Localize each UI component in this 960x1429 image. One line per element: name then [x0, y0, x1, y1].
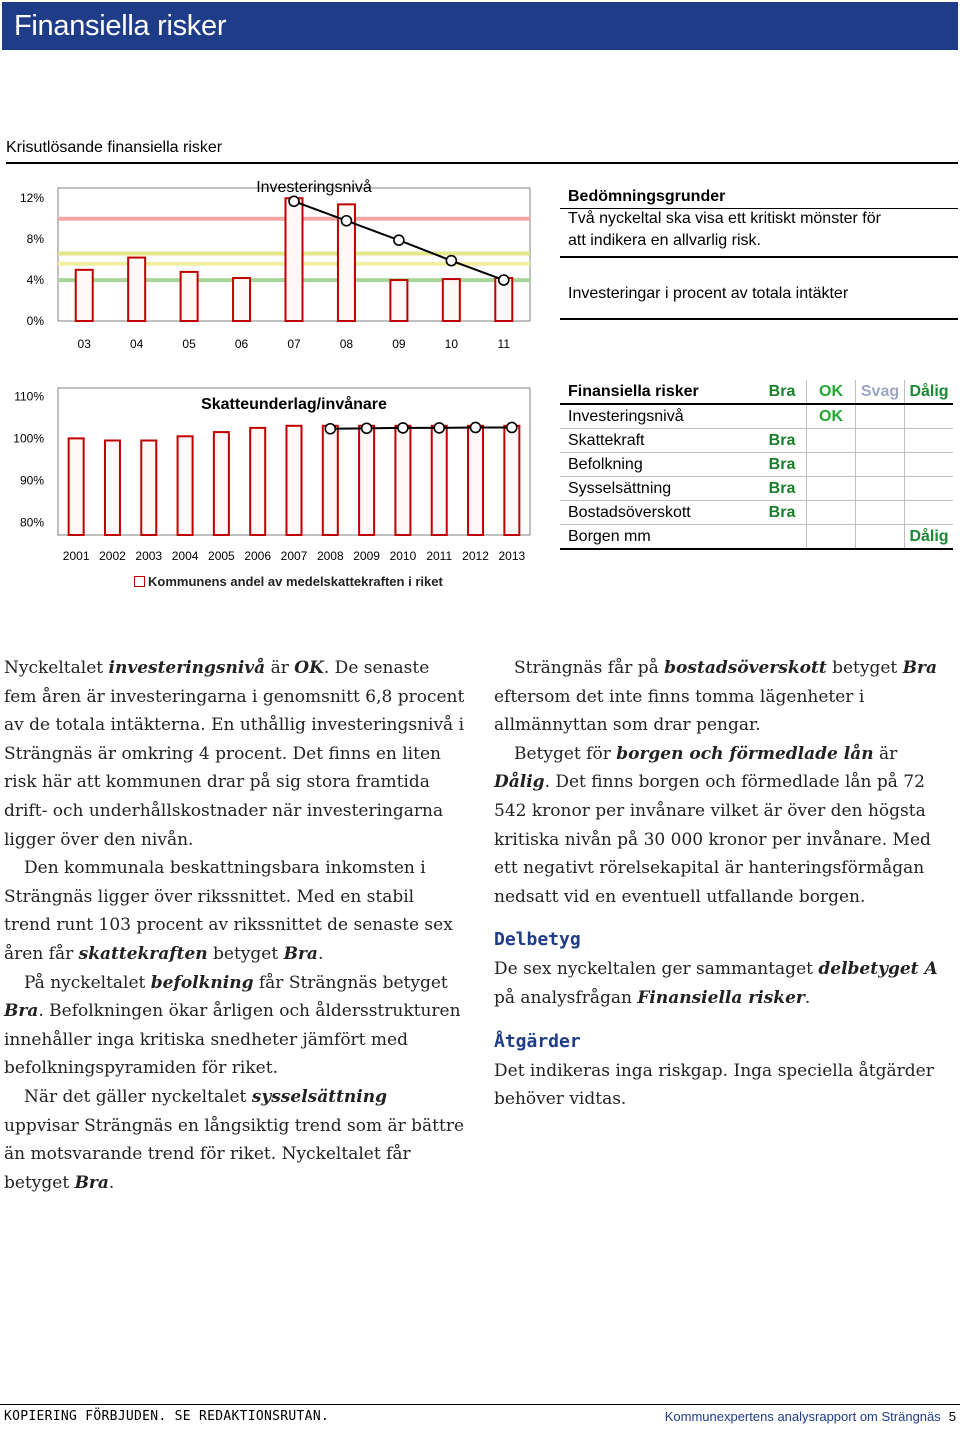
risk-cell-svag: [856, 501, 905, 525]
criteria-metric: Investeringar i procent av totala intäkter: [568, 285, 849, 302]
bar: [468, 426, 483, 535]
risk-cell-bra: Bra: [758, 453, 807, 477]
trend-point: [362, 423, 372, 433]
emphasis: Bra: [4, 1001, 39, 1022]
x-tick-label: 2003: [135, 549, 163, 563]
emphasis: OK: [294, 658, 324, 678]
text-span: får Strängnäs betyget: [253, 972, 448, 993]
paragraph: [4, 654, 466, 854]
text-span: är: [873, 743, 898, 764]
bar: [323, 426, 338, 535]
risk-cell-dalig: [905, 477, 954, 501]
criteria-line-2: att indikera en allvarlig risk.: [568, 232, 761, 249]
criteria-line-1: Två nyckeltal ska visa ett kritiskt mönster för: [568, 210, 881, 227]
text-span: . De senaste fem åren är investeringarna i genomsnitt 6,8 procent av de totala intäkterna. En uthållig investeringsnivå i Strängnäs är omkring 4 procent. Det finns en liten risk här att kommunen drar på sig stora framtida drift- och underhållskostnader när investeringarna ligger över den nivån.: [4, 658, 465, 850]
risk-cell-bra: [758, 525, 807, 550]
risk-cell-ok: [807, 501, 856, 525]
risk-cell-dalig: [905, 453, 954, 477]
emphasis: delbetyget A: [818, 959, 938, 980]
bar: [214, 432, 229, 535]
trend-point: [507, 422, 517, 432]
bar: [105, 441, 120, 536]
y-tick-label: 80%: [19, 515, 44, 530]
bar: [395, 426, 410, 535]
x-tick-label: 2005: [208, 549, 235, 563]
x-tick-label: 2008: [316, 549, 344, 563]
risk-table-header: [560, 380, 953, 404]
text-span: Strängnäs får på: [514, 658, 665, 678]
section-rule: [6, 162, 958, 164]
bar: [178, 436, 193, 535]
risk-cell-svag: [856, 477, 905, 501]
heading-delbetyg: Delbetyg: [494, 929, 581, 951]
emphasis: borgen och förmedlade lån: [616, 743, 874, 764]
section-title: Krisutlösande finansiella risker: [6, 139, 223, 156]
footer-report-title: Kommunexpertens analysrapport om Strängnäs: [664, 1409, 941, 1424]
risk-row: [560, 477, 953, 501]
risk-cell-bra: [758, 404, 807, 429]
risk-cell-bra: Bra: [758, 429, 807, 453]
y-tick-label: 12%: [19, 191, 44, 206]
investeringsniva-chart: [0, 170, 560, 360]
legend-swatch: [134, 576, 145, 587]
paragraph: [494, 740, 956, 912]
text-span: betyget: [207, 943, 284, 964]
emphasis: sysselsättning: [251, 1086, 388, 1107]
x-tick-label: 2009: [353, 549, 380, 563]
risk-row-label: Sysselsättning: [560, 477, 758, 501]
text-span: Nyckeltalet: [4, 658, 109, 678]
text-span: är: [265, 658, 295, 678]
risk-row: [560, 501, 953, 525]
risk-cell-svag: [856, 525, 905, 550]
x-tick-label: 03: [77, 337, 91, 351]
bar: [286, 198, 303, 321]
text-span: uppvisar Strängnäs en långsiktig trend som är bättre än motsvarande trend för riket. Nyckeltalet får betyget: [4, 1115, 465, 1193]
bar: [141, 441, 156, 536]
text-span: .: [804, 987, 811, 1008]
trend-point: [434, 423, 444, 433]
risk-cell-bra: Bra: [758, 501, 807, 525]
risk-cell-dalig: Dålig: [905, 525, 954, 550]
risk-table: [560, 380, 958, 548]
text-span: Det indikeras inga riskgap. Inga speciella åtgärder behöver vidtas.: [494, 1060, 934, 1110]
chart-title: Skatteunderlag/invånare: [201, 396, 387, 413]
x-tick-label: 2010: [389, 549, 417, 563]
page-title: Finansiella risker: [14, 10, 227, 42]
risk-cell-dalig: [905, 404, 954, 429]
text-span: .: [317, 943, 324, 964]
text-span: När det gäller nyckeltalet: [24, 1086, 252, 1107]
skatteunderlag-chart: [0, 380, 560, 570]
risk-header-bra: Bra: [758, 380, 807, 404]
risk-cell-ok: [807, 429, 856, 453]
paragraph: [494, 654, 956, 740]
risk-row-label: Borgen mm: [560, 525, 758, 550]
page-header: [2, 2, 958, 50]
x-tick-label: 04: [129, 337, 144, 351]
text-span: på analysfrågan: [494, 987, 638, 1008]
legend-label: Kommunens andel av medelskattekraften i riket: [148, 574, 443, 589]
chart-legend: [134, 574, 443, 589]
x-tick-label: 2004: [171, 549, 199, 563]
y-tick-label: 110%: [14, 389, 44, 404]
skatteunderlag-svg: [0, 380, 560, 570]
y-tick-label: 8%: [26, 232, 44, 247]
x-tick-label: 07: [287, 337, 301, 351]
trend-point: [499, 275, 509, 285]
x-tick-label: 2013: [498, 549, 526, 563]
risk-row-label: Befolkning: [560, 453, 758, 477]
bar: [128, 258, 145, 321]
emphasis: Finansiella risker: [637, 987, 805, 1008]
x-tick-label: 2012: [462, 549, 489, 563]
x-tick-label: 2011: [426, 549, 453, 563]
risk-header-dalig: Dålig: [905, 380, 954, 404]
text-span: Den kommunala beskattningsbara inkomsten i Strängnäs ligger över rikssnittet. Med en stabil trend runt 103 procent av rikssnittet de senaste sex åren får: [4, 858, 453, 964]
y-tick-label: 0%: [26, 314, 44, 328]
text-span: De sex nyckeltalen ger sammantaget: [494, 959, 819, 980]
trend-point: [471, 422, 481, 432]
criteria-metric-rule: [560, 318, 958, 320]
text-span: På nyckeltalet: [24, 972, 151, 993]
trend-point: [398, 423, 408, 433]
risk-header-ok: OK: [807, 380, 856, 404]
trend-point: [325, 424, 335, 434]
risk-cell-dalig: [905, 501, 954, 525]
footer-rule: [0, 1404, 960, 1405]
risk-cell-ok: [807, 477, 856, 501]
bar: [504, 426, 519, 535]
criteria-rule-top: [560, 208, 958, 209]
emphasis: Bra: [283, 943, 318, 964]
y-tick-label: 90%: [19, 473, 44, 488]
investeringsniva-svg: [0, 170, 560, 360]
x-tick-label: 2001: [62, 549, 90, 563]
emphasis: Dålig: [494, 772, 545, 793]
x-tick-label: 09: [392, 337, 406, 351]
criteria-heading: Bedömningsgrunder: [568, 188, 726, 205]
emphasis: bostadsöverskott: [664, 658, 827, 678]
x-tick-label: 2006: [244, 549, 272, 563]
risk-row: [560, 429, 953, 453]
paragraph: [494, 1057, 956, 1114]
paragraph: [494, 955, 956, 1012]
x-tick-label: 05: [182, 337, 196, 351]
bar: [390, 280, 407, 321]
x-tick-label: 10: [444, 337, 459, 351]
risk-cell-ok: [807, 525, 856, 550]
text-span: Betyget för: [514, 743, 617, 764]
risk-cell-dalig: [905, 429, 954, 453]
emphasis: Bra: [902, 658, 937, 678]
bar: [181, 272, 198, 321]
body-column-left: [4, 654, 466, 1197]
heading-atgarder: Åtgärder: [494, 1030, 581, 1052]
x-tick-label: 08: [339, 337, 354, 351]
x-tick-label: 2007: [280, 549, 308, 563]
footer-copyright: KOPIERING FÖRBJUDEN. SE REDAKTIONSRUTAN.: [4, 1409, 330, 1424]
x-tick-label: 11: [497, 337, 511, 351]
risk-cell-bra: Bra: [758, 477, 807, 501]
text-span: . Det finns borgen och förmedlade lån på 72 542 kronor per invånare vilket är över den högsta kritiska nivån på 30 000 kronor per invånare. Med ett negativt rörelsekapital är hanteringsförmågan nedsatt vid en eventuell utfallande borgen.: [494, 772, 931, 907]
y-tick-label: 4%: [26, 273, 44, 288]
risk-cell-svag: [856, 429, 905, 453]
emphasis: befolkning: [150, 972, 254, 993]
risk-row: [560, 525, 953, 550]
risk-header-label: Finansiella risker: [560, 380, 758, 404]
y-tick-label: 100%: [13, 431, 44, 446]
body-column-right: [494, 654, 956, 1114]
bar: [69, 438, 84, 535]
bar: [250, 428, 265, 535]
page-number: 5: [948, 1409, 956, 1424]
risk-row-label: Bostadsöverskott: [560, 501, 758, 525]
text-span: . Befolkningen ökar årligen och åldersstrukturen innehåller inga kritiska snedheter jämfört med befolkningspyramiden för riket.: [4, 1001, 461, 1079]
risk-row: [560, 404, 953, 429]
bar: [233, 278, 250, 321]
trend-point: [446, 256, 456, 266]
trend-point: [289, 196, 299, 206]
risk-row: [560, 453, 953, 477]
bar: [76, 270, 93, 321]
text-span: betyget: [826, 658, 903, 678]
footer-report: [665, 1409, 956, 1424]
x-tick-label: 2002: [99, 549, 126, 563]
emphasis: Bra: [74, 1172, 109, 1193]
text-span: eftersom det inte finns tomma lägenheter i allmännyttan som drar pengar.: [494, 686, 865, 736]
paragraph: [4, 854, 466, 968]
bar: [359, 426, 374, 535]
paragraph: [4, 1083, 466, 1197]
risk-header-svag: Svag: [856, 380, 905, 404]
bar: [443, 279, 460, 321]
bar: [432, 426, 447, 535]
risk-cell-svag: [856, 404, 905, 429]
trend-point: [394, 235, 404, 245]
risk-cell-ok: [807, 453, 856, 477]
paragraph: [4, 969, 466, 1083]
trend-point: [341, 216, 351, 226]
x-tick-label: 06: [234, 337, 249, 351]
risk-cell-svag: [856, 453, 905, 477]
emphasis: investeringsnivå: [108, 658, 266, 678]
emphasis: skattekraften: [78, 943, 208, 964]
risk-row-label: Investeringsnivå: [560, 404, 758, 429]
text-span: .: [108, 1172, 115, 1193]
bar: [287, 426, 302, 535]
criteria-rule-bottom: [560, 256, 958, 258]
risk-row-label: Skattekraft: [560, 429, 758, 453]
risk-cell-ok: OK: [807, 404, 856, 429]
chart-title: Investeringsnivå: [256, 179, 372, 196]
